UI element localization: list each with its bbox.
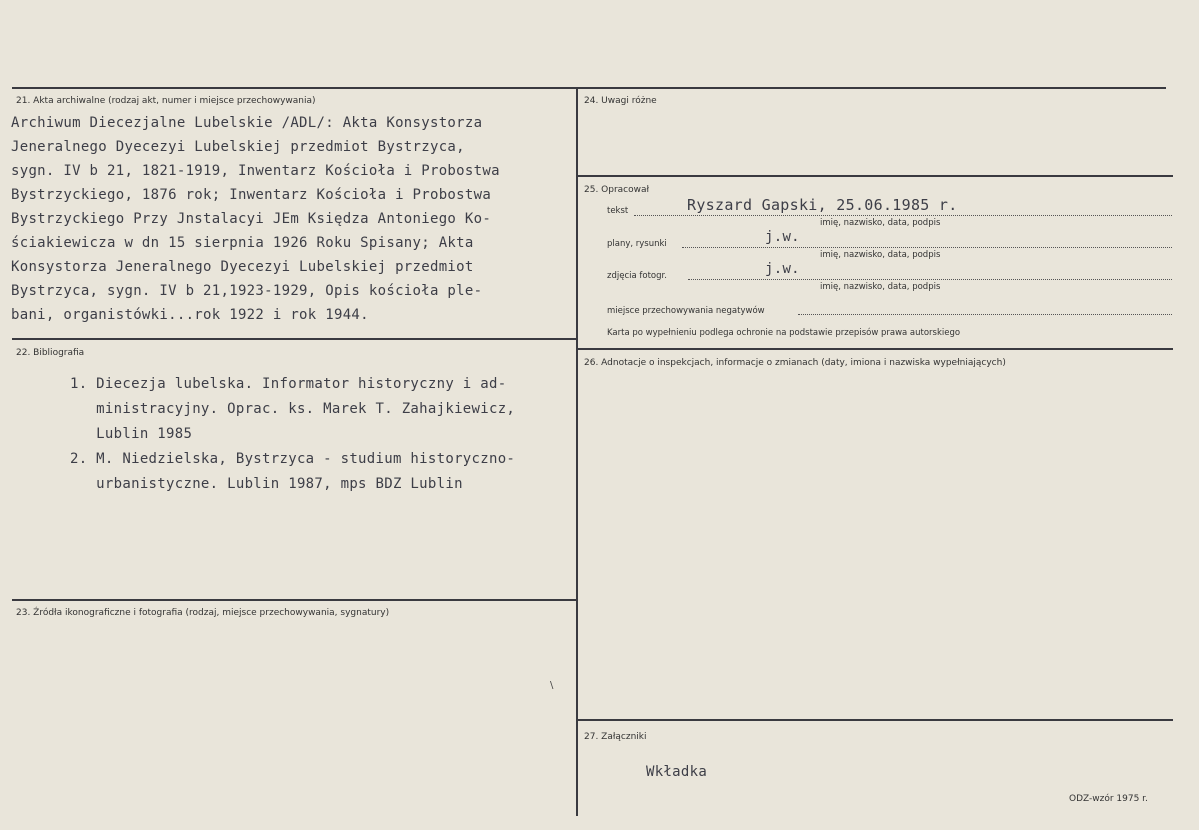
section-21-label: 21. Akta archiwalne (rodzaj akt, numer i miejsce przechowywania) xyxy=(16,96,316,106)
bibliography-line: urbanistyczne. Lublin 1987, mps BDZ Lublin xyxy=(70,476,463,492)
zdjecia-caption: imię, nazwisko, data, podpis xyxy=(820,282,941,292)
bibliography-line: ministracyjny. Oprac. ks. Marek T. Zahajkiewicz, xyxy=(70,401,516,417)
negatywy-label: miejsce przechowywania negatywów xyxy=(607,306,765,316)
section-27-label: 27. Załączniki xyxy=(584,732,647,742)
rule-22-23 xyxy=(12,599,577,601)
archive-line: ściakiewicza w dn 15 sierpnia 1926 Roku Spisany; Akta xyxy=(11,235,474,251)
archive-line: sygn. IV b 21, 1821-1919, Inwentarz Kościoła i Probostwa xyxy=(11,163,500,179)
zdjecia-value: j.w. xyxy=(765,261,800,277)
section-25-label: 25. Opracował xyxy=(584,185,650,195)
rule-25-26 xyxy=(577,348,1173,350)
tekst-caption: imię, nazwisko, data, podpis xyxy=(820,218,941,228)
plany-line xyxy=(682,247,1172,248)
bibliography-line: 1. Diecezja lubelska. Informator historyczny i ad- xyxy=(70,376,507,392)
rule-24-25 xyxy=(577,175,1173,177)
archive-line: Bystrzyckiego, 1876 rok; Inwentarz Kościoła i Probostwa xyxy=(11,187,492,203)
negatywy-line xyxy=(798,314,1172,315)
section-26-label: 26. Adnotacje o inspekcjach, informacje o zmianach (daty, imiona i nazwiska wypełniających) xyxy=(584,358,1006,368)
bibliography-line: 2. M. Niedzielska, Bystrzyca - studium historyczno- xyxy=(70,451,516,467)
zdjecia-line xyxy=(688,279,1172,280)
zdjecia-label: zdjęcia fotogr. xyxy=(607,271,667,281)
plany-label: plany, rysunki xyxy=(607,239,667,249)
bibliography-line: Lublin 1985 xyxy=(70,426,193,442)
archive-line: Konsystorza Jeneralnego Dyecezyi Lubelskiej przedmiot xyxy=(11,259,474,275)
tekst-label: tekst xyxy=(607,206,629,216)
archive-line: Bystrzyca, sygn. IV b 21,1923-1929, Opis kościoła ple- xyxy=(11,283,483,299)
stray-mark: \ xyxy=(550,680,554,691)
rule-21-22 xyxy=(12,338,577,340)
form-footer: ODZ-wzór 1975 r. xyxy=(1069,794,1148,804)
top-rule xyxy=(12,87,1166,89)
archive-line: Archiwum Diecezjalne Lubelskie /ADL/: Akta Konsystorza xyxy=(11,115,483,131)
section-23-label: 23. Źródła ikonograficzne i fotografia (rodzaj, miejsce przechowywania, sygnatury) xyxy=(16,608,390,618)
copyright-notice: Karta po wypełnieniu podlega ochronie na podstawie przepisów prawa autorskiego xyxy=(607,328,961,338)
plany-value: j.w. xyxy=(765,229,800,245)
archive-line: bani, organistówki...rok 1922 i rok 1944. xyxy=(11,307,369,323)
plany-caption: imię, nazwisko, data, podpis xyxy=(820,250,941,260)
section-22-label: 22. Bibliografia xyxy=(16,348,85,358)
attachment-value: Wkładka xyxy=(646,764,708,780)
rule-26-27 xyxy=(577,719,1173,721)
tekst-value: Ryszard Gapski, 25.06.1985 r. xyxy=(687,196,958,214)
archive-line: Jeneralnego Dyecezyi Lubelskiej przedmiot Bystrzyca, xyxy=(11,139,465,155)
section-24-label: 24. Uwagi różne xyxy=(584,96,657,106)
archive-line: Bystrzyckiego Przy Jnstalacyi JEm Księdza Antoniego Ko- xyxy=(11,211,492,227)
center-divider xyxy=(576,88,578,816)
tekst-line xyxy=(634,215,1172,216)
